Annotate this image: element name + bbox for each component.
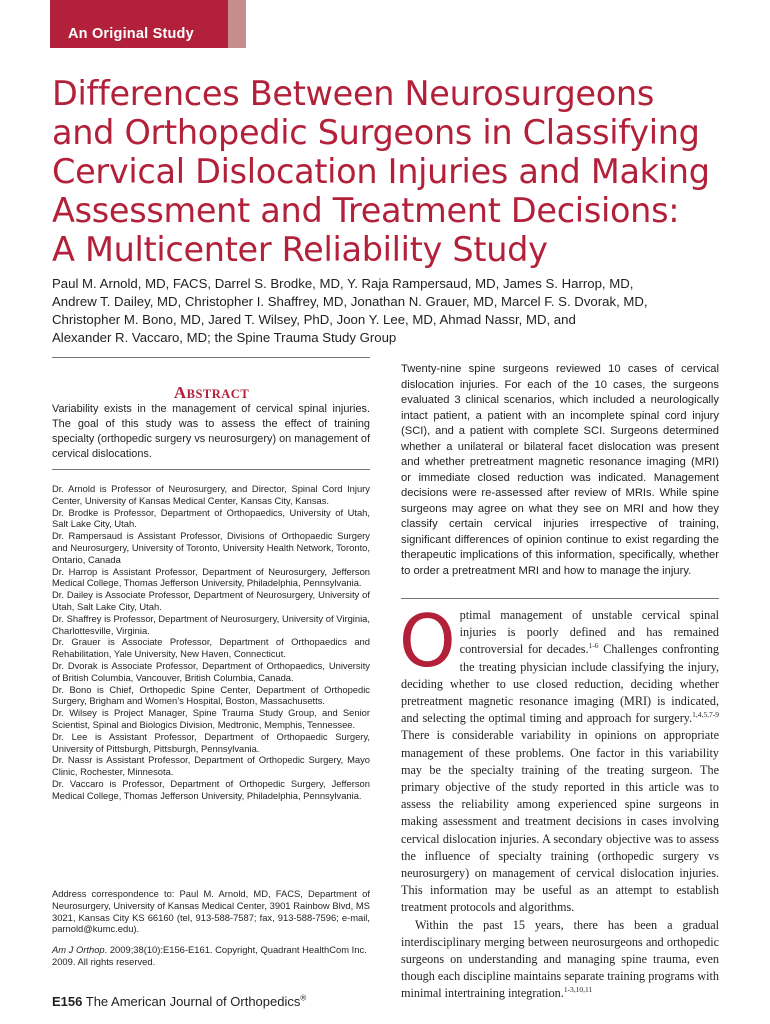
body-paragraph: Within the past 15 years, there has been a gradual interdisciplinary merging between neurosurgeons and orthopedic surgeons on understanding and managing spine trauma, even though each discipline maintains separate training programs with minimal intertraining integration.$^{1-3,10,11}$ — [401, 917, 719, 1001]
page-footer — [52, 994, 306, 1009]
author-line: Paul M. Arnold, MD, FACS, Darrel S. Brodke, MD, Y. Raja Rampersaud, MD, James S. Harrop, MD, — [52, 276, 634, 291]
affiliation: Dr. Wilsey is Project Manager, Spine Trauma Study Group, and Senior Scientist, Spinal and Biologics Division, Medtronic, Memphis, Tennessee. — [52, 707, 370, 730]
reference: 1-3,10,11 — [563, 985, 593, 995]
title-line: Cervical Dislocation Injuries and Making — [52, 152, 710, 191]
divider — [52, 357, 370, 358]
citation-journal: Am J Orthop — [52, 944, 105, 955]
address-text: Address correspondence to: Paul M. Arnold, MD, FACS, Department of Neurosurgery, University of Kansas Medical Center, 3901 Rainbow Blvd, MS 3021, Kansas City KS 66160 (tel, 913-588-7587; fax, 913-588-7596; e-mail, parnold@kumc.edu). — [52, 888, 370, 935]
page-number: E156 — [52, 994, 83, 1009]
author-list — [52, 275, 752, 347]
affiliation: Dr. Dailey is Associate Professor, Department of Neurosurgery, University of Utah, Salt Lake City, Utah. — [52, 589, 370, 612]
affiliation: Dr. Shaffrey is Professor, Department of Neurosurgery, University of Virginia, Charlottesville, Virginia. — [52, 612, 370, 636]
author-line: Andrew T. Dailey, MD, Christopher I. Shaffrey, MD, Jonathan N. Grauer, MD, Marcel F. S. Dvorak, MD, — [52, 294, 648, 309]
reference: 1-6 — [588, 641, 599, 651]
affiliation: Dr. Lee is Assistant Professor, Department of Orthopaedic Surgery, University of Pittsburgh, Pittsburgh, Pennsylvania. — [52, 730, 370, 754]
affiliation: Dr. Grauer is Associate Professor, Department of Orthopaedics and Rehabilitation, Yale University, New Haven, Connecticut. — [52, 636, 370, 660]
affiliation: Dr. Rampersaud is Assistant Professor, Divisions of Orthopaedic Surgery and Neurosurgery, University of Toronto, University Health Network, Toronto, Ontario, Canada — [52, 530, 370, 565]
abstract-heading — [50, 383, 373, 403]
journal-name: The American Journal of Orthopedics — [82, 994, 301, 1009]
banner-label: An Original Study — [68, 26, 194, 42]
affiliation: Dr. Harrop is Assistant Professor, Department of Neurosurgery, Jefferson Medical College, Thomas Jefferson University, Philadelphia, Pennsylvania. — [52, 565, 370, 589]
citation-details: . 2009;38(10):E156-E161. Copyright, Quadrant HealthCom Inc. 2009. All rights reserved. — [52, 944, 367, 967]
section-banner — [50, 0, 246, 48]
abstract-heading-text: ABSTRACT — [173, 383, 250, 402]
correspondence-address — [52, 888, 370, 935]
title-line: and Orthopedic Surgeons in Classifying — [52, 113, 700, 152]
abstract-text-right: Twenty-nine spine surgeons reviewed 10 cases of cervical dislocation injuries. For each of the 10 cases, the surgeons evaluated 3 clinical scenarios, which included a neurologically intact patient, a patient with an incomplete spinal cord injury (SCI), and a patient with complete SCI. Surgeons determined whether a unilateral or bilateral facet dislocation was present and whether pretreatment magnetic resonance imaging (MRI) or immediate closed reduction was indicated. Management decisions were re-assessed after review of MRIs. While spine surgeons may agree on what they see on MRI and how they classify certain cervical injuries irrespective of training, significant differences of opinion continue to exist regarding the therapeutic implications of this information, specifically, whether to order a pretreatment MRI and how to manage the injury. — [401, 363, 719, 577]
body-column — [399, 599, 720, 1003]
body-paragraph: Optimal management of unstable cervical spinal injuries is poorly defined and has remained controversial for decades.$^{1-6}$ Challenges confronting the treating physician include classifying the injury, deciding whether to use closed reduction, deciding whether pretreatment magnetic resonance imaging (MRI) is indicated, and selecting the optimal timing and approach for surgery.$^{1,4,5,7-9}$ There is considerable variability in opinions on appropriate management of these problems. One factor in this variability may be the specialty training of the treating surgeon. The primary objective of the study reported in this article was to assess the reliability among experienced spine surgeons in making assessment and treatment decisions in cases involving cervical dislocation injuries. A secondary objective was to assess the influence of specialty training (orthopedic surgery vs neurosurgery) on management of cervical dislocation injuries. This information may be useful as an attempt to establish treatment protocols and algorithms. — [399, 599, 720, 915]
affiliation: Dr. Dvorak is Associate Professor, Department of Orthopaedics, University of British Columbia, Vancouver, British Columbia, Canada. — [52, 659, 370, 683]
reference: 1,4,5,7-9 — [692, 710, 719, 720]
affiliation: Dr. Arnold is Professor of Neurosurgery, and Director, Spinal Cord Injury Center, University of Kansas Medical Center, Kansas City, Kansas. — [52, 483, 370, 506]
affiliation: Dr. Nassr is Assistant Professor, Department of Orthopedic Surgery, Mayo Clinic, Rochester, Minnesota. — [52, 754, 370, 778]
title-line: A Multicenter Reliability Study — [52, 230, 548, 269]
affiliation: Dr. Brodke is Professor, Department of Orthopaedics, University of Utah, Salt Lake City, Utah. — [52, 506, 370, 530]
author-line: Christopher M. Bono, MD, Jared T. Wilsey, PhD, Joon Y. Lee, MD, Ahmad Nassr, MD, and — [52, 312, 576, 327]
title-line: Differences Between Neurosurgeons — [52, 74, 654, 113]
abstract-text-left: Variability exists in the management of cervical spinal injuries. The goal of this study was to assess the effect of training specialty (orthopedic surgery vs neurosurgery) on management of cervical dislocations. — [52, 403, 370, 460]
author-line: Alexander R. Vaccaro, MD; the Spine Trauma Study Group — [52, 330, 397, 345]
registered-mark: ® — [300, 993, 307, 1003]
author-affiliations — [52, 483, 370, 802]
divider — [52, 469, 370, 470]
drop-cap: O — [399, 599, 456, 683]
citation-line — [52, 944, 370, 968]
affiliation: Dr. Bono is Chief, Orthopedic Spine Center, Department of Orthopedic Surgery, Brigham and Women’s Hospital, Boston, Massachusetts. — [52, 683, 370, 707]
title-line: Assessment and Treatment Decisions: — [52, 191, 680, 230]
affiliation: Dr. Vaccaro is Professor, Department of Orthopedic Surgery, Jefferson Medical College, Thomas Jefferson University, Philadelphia, Pennsylvania. — [52, 777, 370, 801]
article-title — [52, 74, 742, 269]
